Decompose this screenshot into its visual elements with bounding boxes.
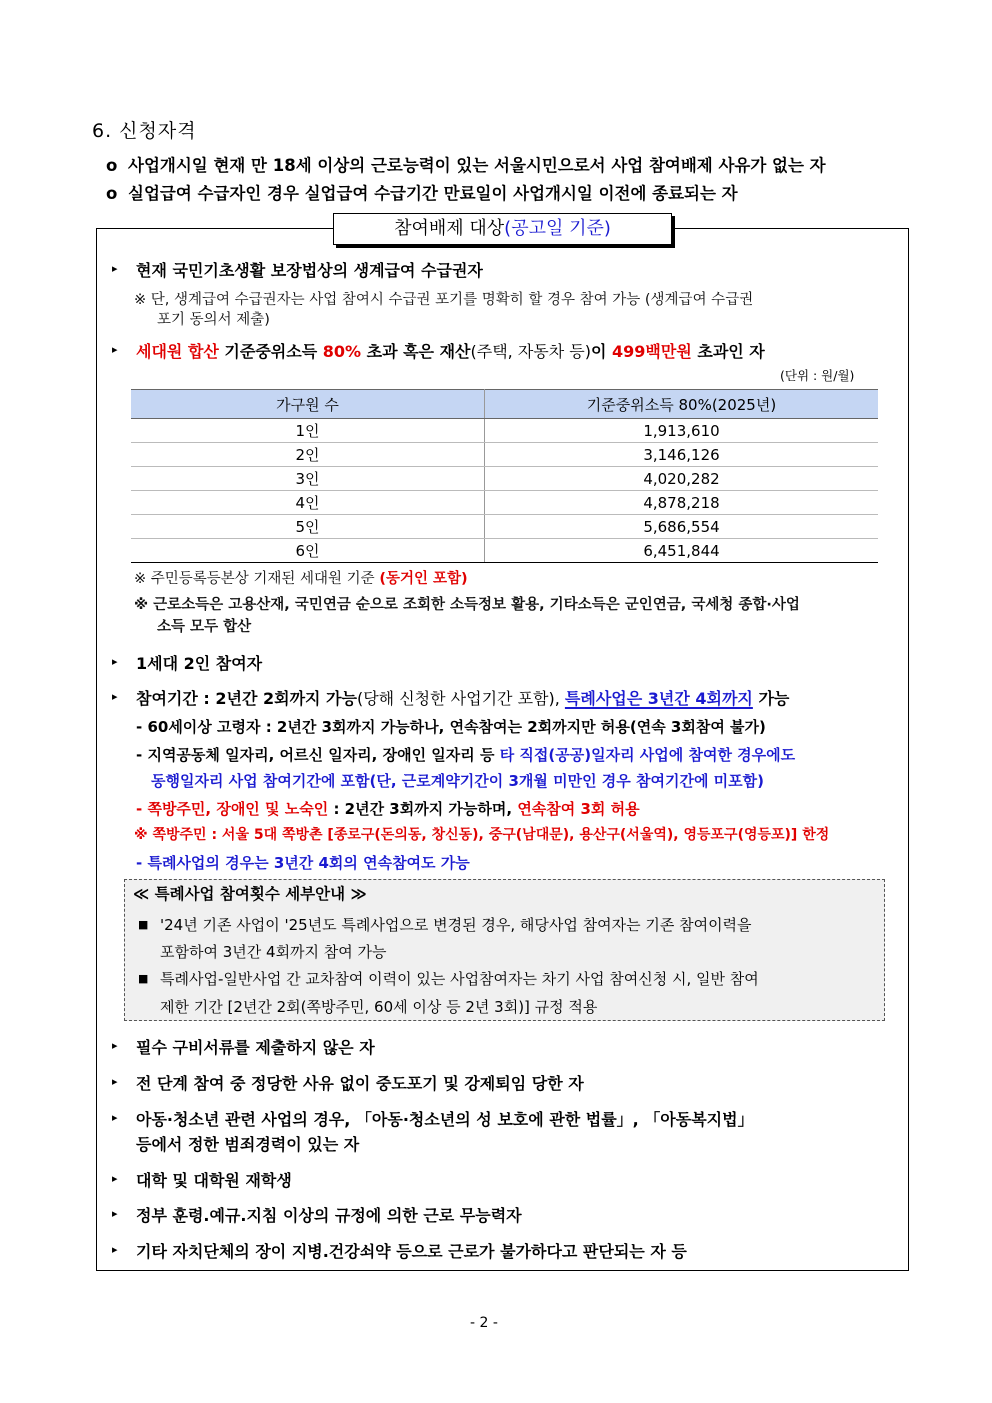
table-header-row	[131, 390, 878, 419]
exclusion-item-documents: 필수 구비서류를 제출하지 않은 자	[136, 1038, 375, 1057]
table-row	[131, 491, 878, 515]
table-row	[131, 419, 878, 443]
bullet-triangle-icon: ▸	[112, 690, 118, 703]
exclusion-item-criminal-l1: 아동·청소년 관련 사업의 경우, 「아동·청소년의 성 보호에 관한 법률」, 「아동복지법」	[136, 1110, 754, 1129]
cell-income: 5,686,554	[485, 515, 879, 539]
bullet-triangle-icon: ▸	[112, 343, 118, 356]
square-bullet-icon: ■	[138, 918, 149, 931]
header-median-income: 기준중위소득 80%(2025년)	[485, 390, 879, 419]
qualification-2: o 실업급여 수급자인 경우 실업급여 수급기간 만료일이 사업개시일 이전에 종료되는 자	[106, 184, 738, 203]
page-number: - 2 -	[470, 1315, 498, 1331]
income-note-line2: 소득 모두 합산	[157, 619, 252, 635]
exclusion-item-welfare: 현재 국민기초생활 보장법상의 생계급여 수급권자	[136, 261, 483, 280]
bullet-triangle-icon: ▸	[112, 1075, 118, 1088]
qualification-1: o 사업개시일 현재 만 18세 이상의 근로능력이 있는 서울시민으로서 사업 참여배제 사유가 없는 자	[106, 156, 826, 175]
special-guide-bullet1-l1: '24년 기존 사업이 '25년도 특례사업으로 변경된 경우, 해당사업 참여자는 기존 참여이력을	[160, 916, 752, 934]
special-guide-bullet2-l2: 제한 기간 [2년간 2회(쪽방주민, 60세 이상 등 2년 3회)] 규정 적용	[160, 998, 598, 1016]
exclusion-item-dropout: 전 단계 참여 중 정당한 사유 없이 중도포기 및 강제퇴임 당한 자	[136, 1074, 584, 1093]
cell-income: 4,878,218	[485, 491, 879, 515]
period-sub-special: - 특례사업의 경우는 3년간 4회의 연속참여도 가능	[136, 854, 470, 872]
cell-income: 1,913,610	[485, 419, 879, 443]
bullet-triangle-icon: ▸	[112, 655, 118, 668]
welfare-note-line2: 포기 동의서 제출)	[157, 312, 270, 328]
table-row	[131, 467, 878, 491]
bullet-triangle-icon: ▸	[112, 1243, 118, 1256]
bullet-triangle-icon: ▸	[112, 1039, 118, 1052]
period-sub-elderly: - 60세이상 고령자 : 2년간 3회까지 가능하나, 연속참여는 2회까지만 허용(연속 3회참여 불가)	[136, 718, 766, 736]
cell-household: 3인	[131, 467, 485, 491]
period-sub-vulnerable: - 쪽방주민, 장애인 및 노숙인 : 2년간 3회까지 가능하며, 연속참여 3회 허용	[136, 800, 640, 818]
cell-household: 6인	[131, 539, 485, 563]
square-bullet-icon: ■	[138, 972, 149, 985]
exclusion-item-incapable: 정부 훈령.예규.지침 이상의 규정에 의한 근로 무능력자	[136, 1206, 522, 1225]
table-unit: (단위 : 원/월)	[780, 368, 855, 383]
welfare-note-line1: ※ 단, 생계급여 수급권자는 사업 참여시 수급권 포기를 명확히 할 경우 참여 가능 (생계급여 수급권	[134, 292, 754, 308]
cell-household: 5인	[131, 515, 485, 539]
median-income-table	[131, 389, 878, 563]
table-row	[131, 443, 878, 467]
cell-income: 6,451,844	[485, 539, 879, 563]
exclusion-item-income: 세대원 합산 기준중위소득 80% 초과 혹은 재산(주택, 자동차 등)이 499백만원 초과인 자	[136, 342, 765, 361]
period-sub-jjokbang: ※ 쪽방주민 : 서울 5대 쪽방촌 [종로구(돈의동, 창신동), 중구(남대문), 용산구(서울역), 영등포구(영등포)] 한정	[134, 827, 830, 843]
exclusion-box-title: 참여배제 대상(공고일 기준)	[333, 213, 672, 245]
income-note-line1: ※ 근로소득은 고용산재, 국민연금 순으로 조회한 소득정보 활용, 기타소득은 군인연금, 국세청 종합·사업	[134, 597, 800, 613]
header-household-size: 가구원 수	[131, 390, 485, 419]
period-sub-other-jobs-l1: - 지역공동체 일자리, 어르신 일자리, 장애인 일자리 등 타 직접(공공)일자리 사업에 참여한 경우에도	[136, 746, 796, 764]
exclusion-item-health: 기타 자치단체의 장이 지병.건강쇠약 등으로 근로가 불가하다고 판단되는 자 등	[136, 1242, 687, 1261]
special-guide-title: ≪ 특례사업 참여횟수 세부안내 ≫	[133, 885, 367, 903]
bullet-triangle-icon: ▸	[112, 1207, 118, 1220]
special-guide-bullet2-l1: 특례사업-일반사업 간 교차참여 이력이 있는 사업참여자는 차기 사업 참여신청 시, 일반 참여	[160, 970, 759, 988]
cell-income: 4,020,282	[485, 467, 879, 491]
cell-household: 2인	[131, 443, 485, 467]
bullet-triangle-icon: ▸	[112, 1172, 118, 1185]
bullet-triangle-icon: ▸	[112, 1111, 118, 1124]
special-guide-bullet1-l2: 포함하여 3년간 4회까지 참여 가능	[160, 943, 387, 961]
exclusion-item-period: 참여기간 : 2년간 2회까지 가능(당해 신청한 사업기간 포함), 특례사업은 3년간 4회까지 가능	[136, 689, 790, 708]
exclusion-item-household: 1세대 2인 참여자	[136, 654, 263, 673]
table-row	[131, 515, 878, 539]
exclusion-item-student: 대학 및 대학원 재학생	[136, 1171, 292, 1190]
exclusion-item-criminal-l2: 등에서 정한 범죄경력이 있는 자	[136, 1135, 360, 1154]
period-sub-other-jobs-l2: 동행일자리 사업 참여기간에 포함(단, 근로계약기간이 3개월 미만인 경우 참여기간에 미포함)	[151, 772, 764, 790]
cell-income: 3,146,126	[485, 443, 879, 467]
cell-household: 4인	[131, 491, 485, 515]
table-row	[131, 539, 878, 563]
section-heading: 6. 신청자격	[92, 120, 197, 142]
cell-household: 1인	[131, 419, 485, 443]
bullet-triangle-icon: ▸	[112, 262, 118, 275]
household-note: ※ 주민등록등본상 기재된 세대원 기준 (동거인 포함)	[134, 571, 468, 587]
